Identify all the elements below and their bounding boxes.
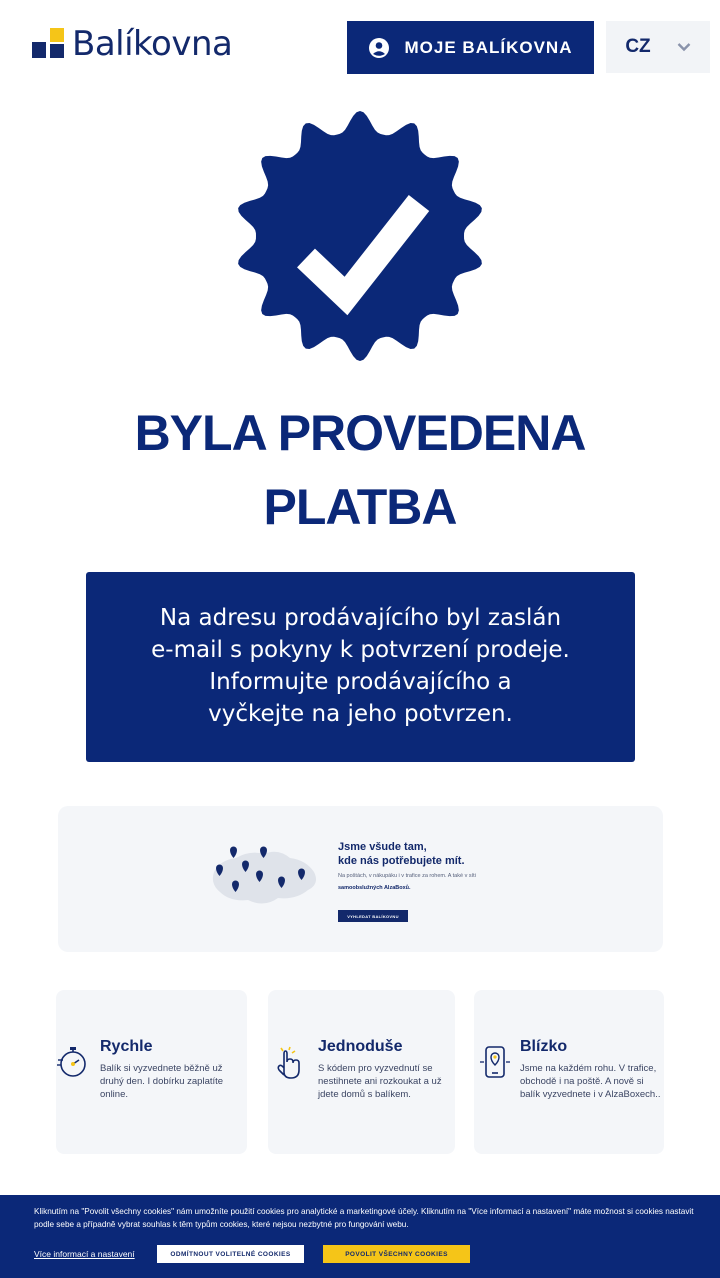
chevron-down-icon: [677, 42, 691, 52]
promo-title-line-2: kde nás potřebujete mít.: [338, 855, 465, 867]
cookie-banner: [0, 1195, 720, 1278]
moje-balikovna-button[interactable]: [347, 21, 594, 74]
page-title-line-1: BYLA PROVEDENA: [134, 405, 586, 461]
message-line: Na adresu prodávajícího byl zaslán: [159, 605, 562, 631]
logo-mark-icon: [32, 28, 64, 60]
feature-text: S kódem pro vyzvednutí se nestihnete ani rozkoukat a už jdete domů s balíkem.: [318, 1063, 442, 1100]
moje-balikovna-label: MOJE BALÍKOVNA: [404, 37, 573, 57]
message-line: Informujte prodávajícího a: [209, 669, 512, 695]
message-line: vyčkejte na jeho potvrzen.: [208, 701, 513, 727]
stopwatch-icon: [56, 1044, 90, 1080]
hand-click-icon: [272, 1044, 306, 1080]
promo-title: [338, 840, 465, 868]
promo-title-line-1: Jsme všude tam,: [338, 841, 427, 853]
feature-card-rychle: [56, 990, 247, 1154]
feature-text: Balík si vyzvednete běžně už druhý den. I dobírku zaplatíte online.: [100, 1063, 224, 1100]
promo-text-line: Na poštách, v nákupáku i v trafice za rohem. A také v síti: [338, 873, 476, 879]
feature-text: Jsme na každém rohu. V trafice, obchodě i na poště. A nově si balík vyzvednete i v AlzaBoxech..: [520, 1063, 661, 1100]
feature-title: Rychle: [100, 1038, 153, 1055]
cookie-settings-link[interactable]: Více informací a nastavení: [34, 1249, 135, 1259]
language-label: CZ: [625, 36, 651, 57]
message-line: e-mail s pokyny k potvrzení prodeje.: [151, 637, 570, 663]
feature-title: Blízko: [520, 1038, 568, 1055]
decline-cookies-button[interactable]: ODMÍTNOUT VOLITELNÉ COOKIES: [157, 1245, 304, 1263]
promo-text-bold: samoobslužných AlzaBoxů.: [338, 885, 411, 891]
feature-card-jednoduse: [268, 990, 455, 1154]
feature-card-blizko: [474, 990, 664, 1154]
feature-title: Jednoduše: [318, 1038, 403, 1055]
czech-map-icon: [206, 842, 326, 912]
logo[interactable]: [32, 22, 232, 66]
logo-text: Balíkovna: [72, 24, 233, 64]
phone-location-icon: [478, 1044, 512, 1080]
accept-cookies-button[interactable]: POVOLIT VŠECHNY COOKIES: [323, 1245, 470, 1263]
page-title: [60, 396, 660, 544]
language-select[interactable]: [606, 21, 710, 73]
promo-card: [58, 806, 663, 952]
checkmark-badge-icon: [234, 110, 486, 362]
page-title-line-2: PLATBA: [263, 479, 457, 535]
cookie-text: Kliknutím na "Povolit všechny cookies" nám umožníte použití cookies pro analytické a marketingové účely. Kliknutím na "Více informací a nastavení" máte možnost si cookies nastavit podle sebe a případně vybrat souhlas k těm typům cookies, které nejsou nezbytné pro fungování webu.: [34, 1207, 694, 1229]
user-circle-icon: [369, 38, 389, 58]
confirmation-message: [86, 572, 635, 762]
promo-text: [338, 870, 518, 894]
find-balikovna-button[interactable]: VYHLEDAT BALÍKOVNU: [338, 910, 408, 922]
